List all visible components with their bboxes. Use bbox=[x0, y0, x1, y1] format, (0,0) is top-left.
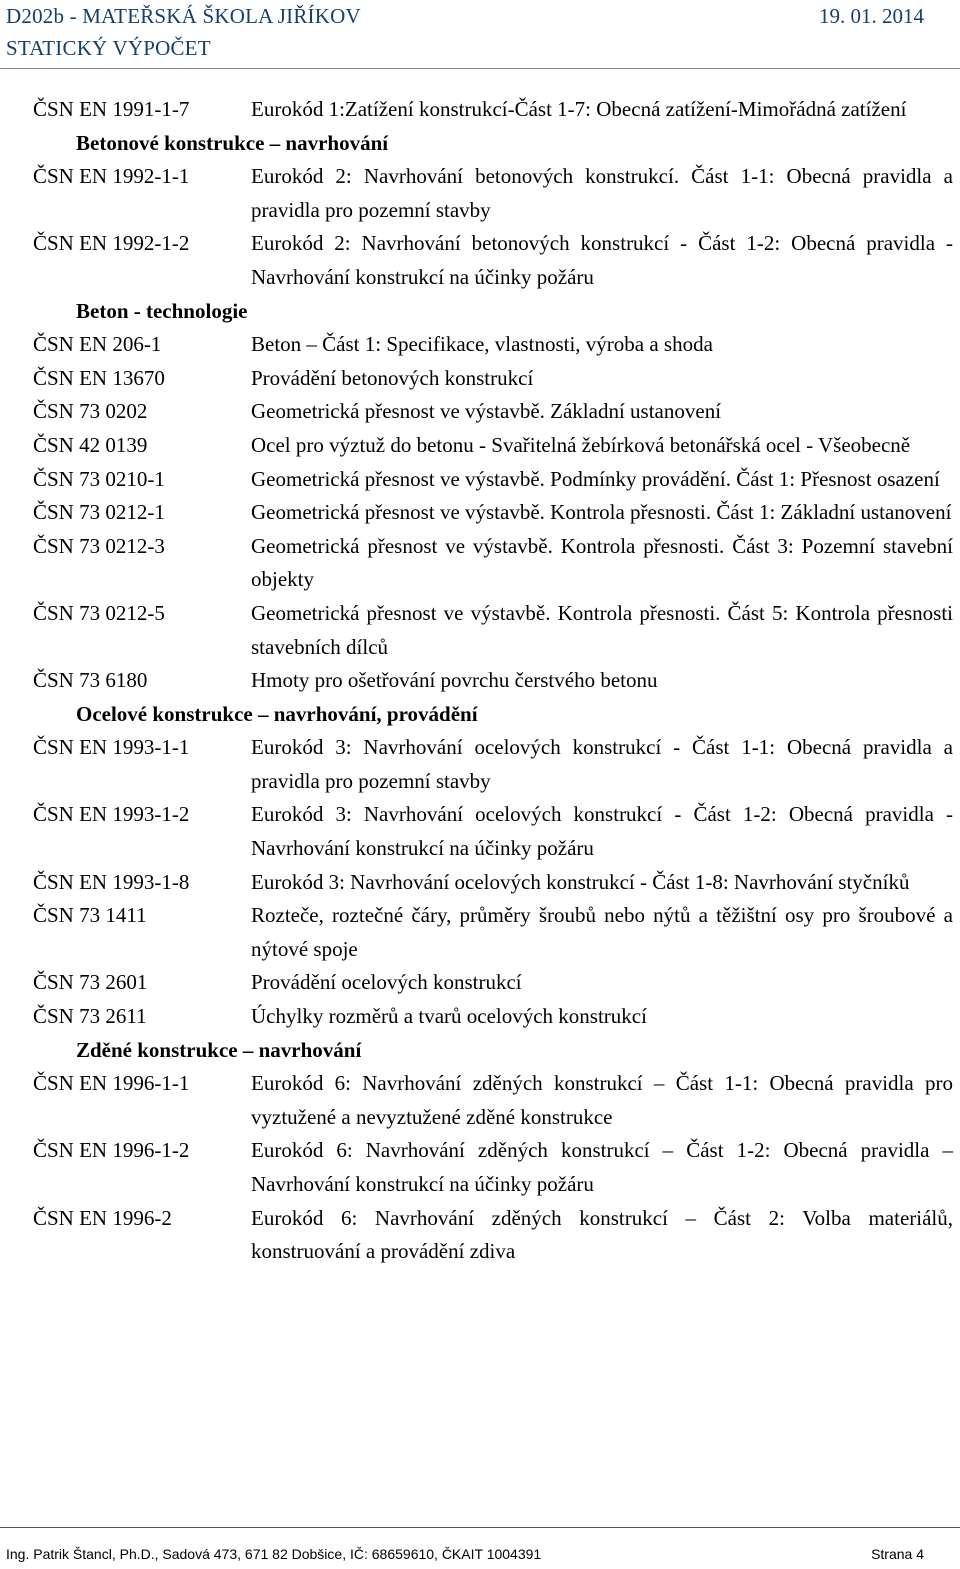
standard-code: ČSN EN 1996-2 bbox=[33, 1205, 172, 1230]
standard-row bbox=[33, 597, 953, 664]
standard-row bbox=[33, 395, 953, 429]
section-heading: Ocelové konstrukce – navrhování, provádění bbox=[76, 701, 478, 726]
standard-description: Rozteče, roztečné čáry, průměry šroubů nebo nýtů a těžištní osy pro šroubové a nýtové spoje bbox=[251, 903, 953, 961]
standard-row bbox=[33, 496, 953, 530]
standard-code: ČSN 73 6180 bbox=[33, 668, 148, 693]
standard-row bbox=[33, 1134, 953, 1201]
standard-code: ČSN EN 206-1 bbox=[33, 332, 162, 357]
standard-row bbox=[33, 328, 953, 362]
standard-row bbox=[33, 966, 953, 1000]
section-heading: Zděné konstrukce – navrhování bbox=[76, 1037, 362, 1062]
standard-code: ČSN 73 0212-3 bbox=[33, 533, 165, 558]
standard-code: ČSN EN 1993-1-8 bbox=[33, 869, 190, 894]
section-heading: Betonové konstrukce – navrhování bbox=[76, 130, 389, 155]
standard-description: Eurokód 6: Navrhování zděných konstrukcí – Část 2: Volba materiálů, konstruování a provádění zdiva bbox=[251, 1205, 953, 1264]
standard-description: Beton – Část 1: Specifikace, vlastnosti, výroba a shoda bbox=[251, 332, 713, 357]
standard-code: ČSN EN 1992-1-2 bbox=[33, 231, 190, 256]
standard-description: Geometrická přesnost ve výstavbě. Kontrola přesnosti. Část 1: Základní ustanovení bbox=[251, 500, 952, 525]
page-header bbox=[0, 0, 960, 70]
standard-row bbox=[33, 1202, 953, 1269]
page-footer bbox=[0, 1520, 960, 1569]
document-date: 19. 01. 2014 bbox=[819, 4, 924, 28]
document-subtitle: STATICKÝ VÝPOČET bbox=[6, 36, 211, 60]
header-divider bbox=[0, 68, 960, 69]
standard-description: Eurokód 6: Navrhování zděných konstrukcí – Část 1-2: Obecná pravidla – Navrhování konstrukcí na účinky požáru bbox=[251, 1138, 953, 1196]
standard-description: Ocel pro výztuž do betonu - Svařitelná žebírková betonářská ocel - Všeobecně bbox=[251, 432, 911, 457]
standard-row bbox=[33, 160, 953, 227]
standard-description: Provádění ocelových konstrukcí bbox=[251, 970, 522, 995]
standard-code: ČSN EN 1996-1-2 bbox=[33, 1138, 190, 1163]
standard-description: Eurokód 2: Navrhování betonových konstrukcí. Část 1-1: Obecná pravidla a pravidla pro pozemní stavby bbox=[251, 164, 953, 222]
standard-row bbox=[33, 866, 953, 900]
standard-code: ČSN 73 1411 bbox=[33, 903, 147, 928]
standard-row bbox=[33, 429, 953, 463]
standard-row bbox=[33, 798, 953, 865]
standard-code: ČSN EN 1996-1-1 bbox=[33, 1071, 190, 1096]
standard-code: ČSN 73 0212-5 bbox=[33, 600, 165, 625]
standard-code: ČSN 73 2611 bbox=[33, 1004, 147, 1029]
standard-row bbox=[33, 1067, 953, 1134]
standard-description: Geometrická přesnost ve výstavbě. Kontrola přesnosti. Část 3: Pozemní stavební objekty bbox=[251, 533, 953, 592]
standard-code: ČSN 73 2601 bbox=[33, 970, 148, 995]
standard-row bbox=[33, 93, 953, 127]
standard-code: ČSN 73 0210-1 bbox=[33, 466, 165, 491]
standard-code: ČSN EN 1993-1-2 bbox=[33, 802, 190, 827]
standard-row bbox=[33, 362, 953, 396]
standard-description: Eurokód 1:Zatížení konstrukcí-Část 1-7: Obecná zatížení-Mimořádná zatížení bbox=[251, 97, 907, 121]
standard-description: Eurokód 6: Navrhování zděných konstrukcí – Část 1-1: Obecná pravidla pro vyztužené a nevyztužené zděné konstrukce bbox=[251, 1071, 953, 1129]
footer-author: Ing. Patrik Štancl, Ph.D., Sadová 473, 671 82 Dobšice, IČ: 68659610, ČKAIT 1004391 bbox=[6, 1546, 542, 1562]
standard-row bbox=[33, 1000, 953, 1034]
document-title: D202b - MATEŘSKÁ ŠKOLA JIŘÍKOV bbox=[6, 4, 361, 28]
standards-list bbox=[33, 93, 953, 1269]
standard-code: ČSN EN 1992-1-1 bbox=[33, 164, 190, 189]
standard-row bbox=[33, 664, 953, 698]
standard-description: Hmoty pro ošetřování povrchu čerstvého betonu bbox=[251, 668, 658, 693]
footer-page-number: Strana 4 bbox=[871, 1546, 924, 1562]
standard-description: Eurokód 2: Navrhování betonových konstrukcí - Část 1-2: Obecná pravidla - Navrhování konstrukcí na účinky požáru bbox=[251, 231, 953, 289]
standard-row bbox=[33, 530, 953, 597]
standard-description: Eurokód 3: Navrhování ocelových konstrukcí - Část 1-2: Obecná pravidla - Navrhování konstrukcí na účinky požáru bbox=[251, 802, 953, 861]
standard-description: Úchylky rozměrů a tvarů ocelových konstrukcí bbox=[251, 1004, 647, 1029]
standard-code: ČSN 73 0212-1 bbox=[33, 500, 165, 525]
standard-code: ČSN EN 1993-1-1 bbox=[33, 735, 190, 760]
standard-code: ČSN 73 0202 bbox=[33, 399, 148, 424]
standard-description: Eurokód 3: Navrhování ocelových konstrukcí - Část 1-1: Obecná pravidla a pravidla pro pozemní stavby bbox=[251, 735, 953, 793]
standard-code: ČSN 42 0139 bbox=[33, 432, 148, 457]
standard-description: Provádění betonových konstrukcí bbox=[251, 365, 534, 390]
standard-description: Geometrická přesnost ve výstavbě. Základní ustanovení bbox=[251, 399, 722, 424]
standard-description: Geometrická přesnost ve výstavbě. Podmínky provádění. Část 1: Přesnost osazení bbox=[251, 466, 940, 491]
standard-row bbox=[33, 731, 953, 798]
section-heading: Beton - technologie bbox=[76, 298, 248, 323]
standard-row bbox=[33, 227, 953, 294]
standard-code: ČSN EN 1991-1-7 bbox=[33, 97, 190, 121]
footer-divider bbox=[0, 1527, 960, 1528]
standard-code: ČSN EN 13670 bbox=[33, 365, 165, 390]
standard-row bbox=[33, 899, 953, 966]
standard-description: Eurokód 3: Navrhování ocelových konstrukcí - Část 1-8: Navrhování styčníků bbox=[251, 869, 910, 894]
standard-row bbox=[33, 463, 953, 497]
standard-description: Geometrická přesnost ve výstavbě. Kontrola přesnosti. Část 5: Kontrola přesnosti stavebních dílců bbox=[251, 600, 953, 659]
